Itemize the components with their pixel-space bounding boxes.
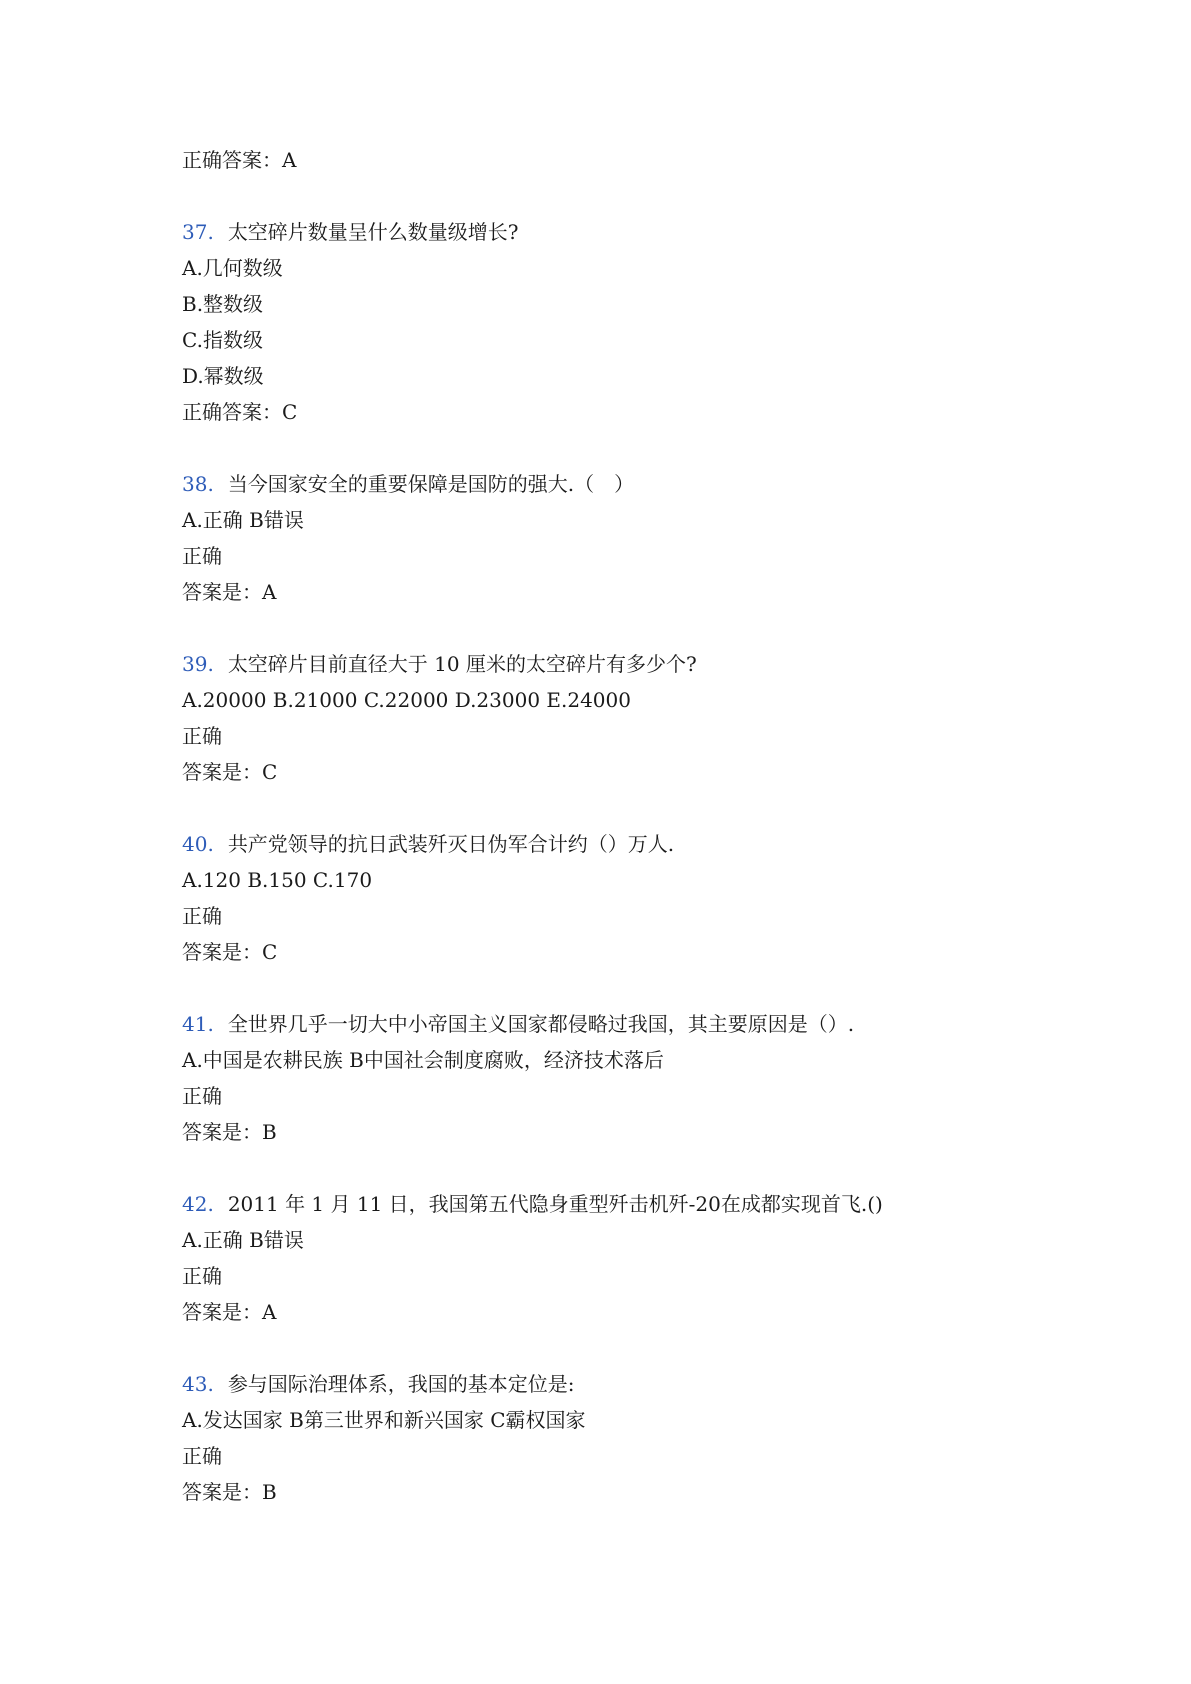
answer-line: 正确答案：C [182, 400, 298, 424]
option-line: A.120 B.150 C.170 [182, 868, 373, 892]
question-text: 参与国际治理体系，我国的基本定位是: [227, 1372, 575, 1396]
answer-line: 正确答案：A [182, 148, 297, 172]
correct-label: 正确 [182, 724, 222, 748]
question-title [182, 826, 1062, 862]
question-title [182, 1006, 1062, 1042]
question-37 [182, 214, 1062, 430]
answer-line: 答案是：A [182, 1300, 277, 1324]
question-38 [182, 466, 1062, 610]
answer-line: 答案是：A [182, 580, 277, 604]
option-line: A.20000 B.21000 C.22000 D.23000 E.24000 [182, 688, 631, 712]
question-title [182, 214, 1062, 250]
question-title [182, 1366, 1062, 1402]
correct-label: 正确 [182, 1084, 222, 1108]
question-39 [182, 646, 1062, 790]
question-41 [182, 1006, 1062, 1150]
option-line: C.指数级 [182, 328, 263, 352]
question-number: 42. [182, 1192, 214, 1216]
question-text: 太空碎片目前直径大于 10 厘米的太空碎片有多少个? [227, 652, 697, 676]
option-line: A.正确 B错误 [182, 508, 304, 532]
question-title [182, 466, 1062, 502]
document-page [182, 142, 1062, 1510]
question-40 [182, 826, 1062, 970]
question-42 [182, 1186, 1062, 1330]
correct-label: 正确 [182, 1264, 222, 1288]
answer-line: 答案是：B [182, 1480, 277, 1504]
question-text: 全世界几乎一切大中小帝国主义国家都侵略过我国，其主要原因是（）. [227, 1012, 855, 1036]
correct-label: 正确 [182, 1444, 222, 1468]
question-text: 2011 年 1 月 11 日，我国第五代隐身重型歼击机歼-20在成都实现首飞.() [227, 1192, 883, 1216]
correct-label: 正确 [182, 544, 222, 568]
question-number: 40. [182, 832, 214, 856]
question-text: 共产党领导的抗日武装歼灭日伪军合计约（）万人. [227, 832, 675, 856]
answer-line: 答案是：C [182, 760, 278, 784]
question-43 [182, 1366, 1062, 1510]
correct-label: 正确 [182, 904, 222, 928]
answer-line: 答案是：B [182, 1120, 277, 1144]
question-number: 43. [182, 1372, 214, 1396]
option-line: A.正确 B错误 [182, 1228, 304, 1252]
question-number: 39. [182, 652, 214, 676]
question-text: 太空碎片数量呈什么数量级增长? [227, 220, 519, 244]
question-text: 当今国家安全的重要保障是国防的强大.（ ） [227, 472, 635, 496]
question-number: 41. [182, 1012, 214, 1036]
option-line: A.发达国家 B第三世界和新兴国家 C霸权国家 [182, 1408, 586, 1432]
answer-line: 答案是：C [182, 940, 278, 964]
question-title [182, 1186, 1062, 1222]
option-line: A.中国是农耕民族 B中国社会制度腐败，经济技术落后 [182, 1048, 664, 1072]
option-line: D.幂数级 [182, 364, 264, 388]
question-title [182, 646, 1062, 682]
option-line: A.几何数级 [182, 256, 283, 280]
question-number: 38. [182, 472, 214, 496]
question-number: 37. [182, 220, 214, 244]
option-line: B.整数级 [182, 292, 264, 316]
